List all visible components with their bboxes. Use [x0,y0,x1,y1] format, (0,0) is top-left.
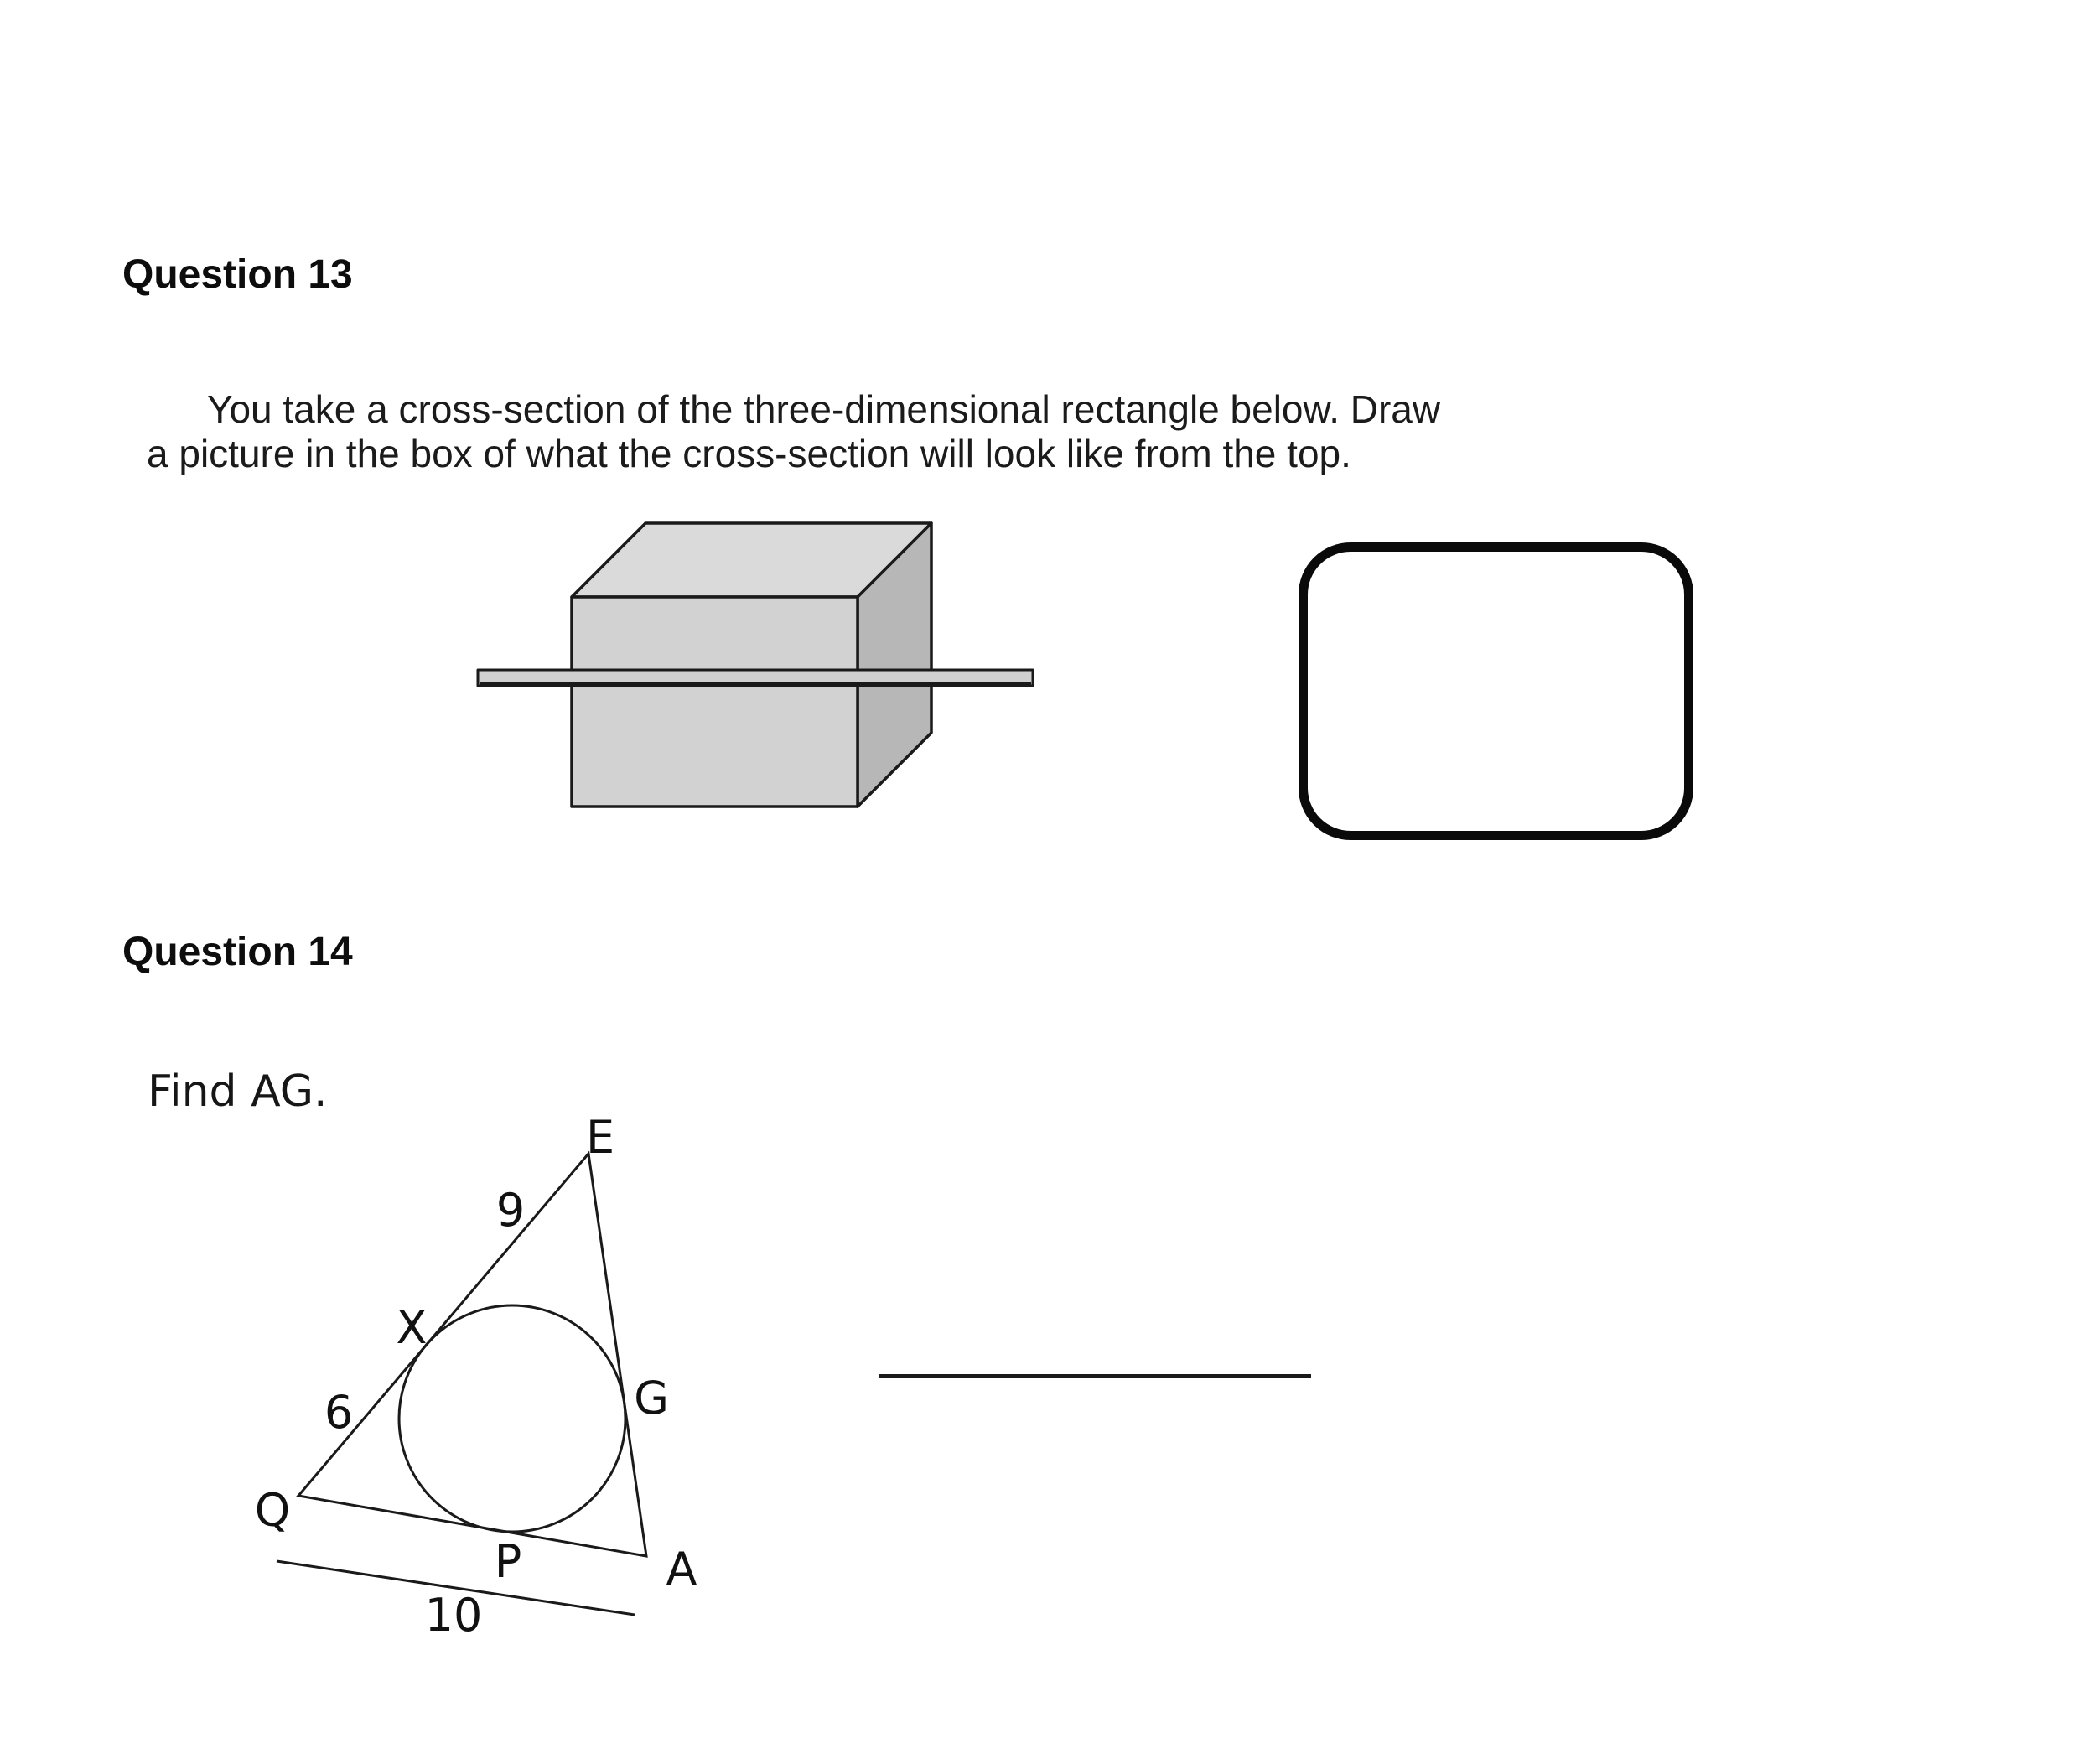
prism-front-face [572,597,858,807]
tangent-label-g: G [634,1372,669,1424]
question13-text [147,387,1440,476]
inscribed-circle [399,1305,625,1532]
question13-heading: Question 13 [122,252,353,297]
question13-text-line1: You take a cross-section of the three-dimensional rectangle below. Draw [207,387,1441,431]
cross-section-drawing-box[interactable] [1299,542,1693,840]
question14-prompt: Find AG. [148,1066,328,1117]
answer-blank-line[interactable] [879,1374,1311,1378]
tangent-label-p: P [494,1535,522,1588]
length-label-6: 6 [324,1386,354,1439]
question14-heading: Question 14 [122,930,353,974]
length-label-10: 10 [424,1589,483,1642]
length-label-9: 9 [495,1184,526,1237]
incircle-figure [243,1107,729,1677]
tangent-label-x: X [396,1301,428,1354]
vertex-label-q: Q [254,1484,291,1537]
question13-text-line2: a picture in the box of what the cross-section will look like from the top. [147,432,1351,475]
vertex-label-e: E [585,1111,615,1164]
prism-figure [453,501,1048,837]
vertex-label-a: A [666,1543,697,1595]
